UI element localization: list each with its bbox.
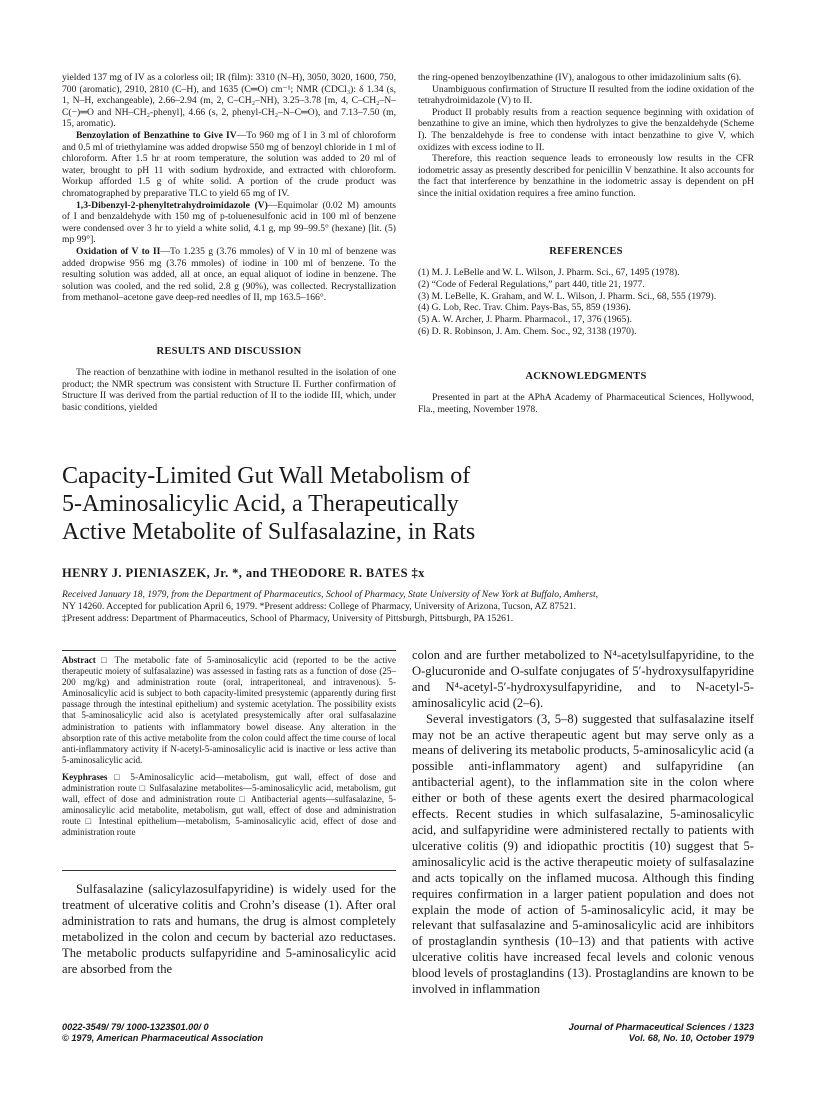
abstract-bottom-rule: [62, 870, 396, 871]
footer-left: [62, 1022, 402, 1044]
paragraph: Product II probably results from a reaction sequence beginning with oxidation of benzathine to give an imine, which then hydrolyzes to give the benzaldehyde (Scheme I). The benzaldehyde is free to condense with intact benzathine to give V, which oxidizes with excess iodine to II.: [418, 106, 754, 153]
references-heading: REFERENCES: [549, 246, 623, 257]
acknowledgments-heading: ACKNOWLEDGMENTS: [525, 371, 647, 382]
paragraph: Several investigators (3, 5–8) suggested that sulfasalazine itself may not be an active therapeutic agent but may serve only as a means of delivering its metabolic products, 5-aminosalicylic acid (a possible anti-inflammatory agent) and sulfapyridine (an antibacterial agent), to the inflammation site in the colon where either or both of these agents exert the desired pharmacological effects. Recent studies in which sulfasalazine, 5-aminosalicylic acid, and sulfapyridine were administered rectally to patients with ulcerative colitis (9) and idiopathic proctitis (10) suggest that 5-aminosalicylic acid is the active therapeutic moiety of sulfasalazine and acts topically on the inflamed mucosa. Although this finding requires confirmation in a larger patient population and does not explain the mode of action of 5-aminosalicylic acid, it may be relevant that sulfasalazine and 5-aminosalicylic acid are inhibitors of prostaglandin synthesis (10–13) and that patients with active ulcerative colitis have increased fecal levels and colonic venous blood levels of prostaglandins (13). Prostaglandins are known to be involved in inflammation: [412, 711, 754, 997]
reference-item: (5) A. W. Archer, J. Pharm. Pharmacol., 17, 376 (1965).: [418, 314, 632, 326]
paragraph-text: —Equimolar (0.02 M) amounts of I and benzaldehyde with 150 mg of p-toluenesulfonic acid in 100 ml of benzene were condensed over 3 hr to yield a white solid, 4.1 g, mp 99–99.5° (hexane) [lit. (5) mp 99°].: [62, 199, 396, 246]
received-info: [62, 589, 762, 625]
received-line: NY 14260. Accepted for publication April 6, 1979. *Present address: College of Pharmacy, University of Arizona, Tucson, AZ 87521.: [62, 601, 577, 612]
keyphrases-label: Keyphrases □: [62, 771, 124, 782]
footer-right: [414, 1022, 754, 1044]
abstract-text: The metabolic fate of 5-aminosalicylic acid (reported to be the active therapeutic moiety of sulfasalazine) was assessed in fasting rats as a function of dose (25–200 mg/kg) and administration route (oral, intraperitoneal, and intravenous). 5-Aminosalicylic acid is subject to both capacity-limited presystemic (apparently during first passage through the intestinal epithelium) and systemic acetylation. The possibility exists that 5-aminosalicylic acid also is acetylated presystemically after oral sulfasalazine administration to patients with inflammatory bowel disease. Any alteration in the absorption rate of this active metabolite from the colon could affect the time course of local anti-inflammatory activity if N-acetyl-5-aminosalicylic acid is inactive or less active than 5-aminosalicylic acid.: [62, 655, 396, 765]
acknowledgments-text: [418, 392, 754, 415]
references-list: [418, 267, 754, 338]
abstract: [62, 655, 396, 766]
abstract-box: [62, 655, 396, 845]
results-heading: RESULTS AND DISCUSSION: [156, 346, 302, 357]
keyphrases: [62, 772, 396, 839]
paragraph: Sulfasalazine (salicylazosulfapyridine) is widely used for the treatment of ulcerative colitis and Crohn’s disease (1). After oral administration to rats and humans, the drug is almost completely metabolized in the colon and cecum by bacterial azo reductases. The metabolic products sulfapyridine and 5-aminosalicylic acid are absorbed from the: [62, 882, 396, 976]
received-line: Received January 18, 1979, from the Department of Pharmaceutics, School of Pharmacy, State University of New York at Buffalo, Amherst,: [62, 589, 599, 600]
reference-item: (2) “Code of Federal Regulations,” part 440, title 21, 1977.: [418, 278, 645, 290]
paragraph: the ring-opened benzoylbenzathine (IV), analogous to other imidazolinium salts (6).: [418, 72, 742, 83]
section-run-in-heading: Oxidation of V to II: [76, 245, 161, 257]
paragraph: The reaction of benzathine with iodine in methanol resulted in the isolation of one product; the NMR spectrum was consistent with Structure II. Further confirmation of Structure II was derived from the partial reduction of II to the iodide III, which, under basic conditions, yielded: [62, 367, 396, 413]
paragraph: [62, 200, 396, 246]
section-run-in-heading: Benzoylation of Benzathine to Give IV: [76, 129, 237, 141]
authors: HENRY J. PIENIASZEK, Jr. *, and THEODORE R. BATES ‡x: [62, 566, 425, 580]
paragraph: [62, 246, 396, 304]
keyphrases-text: 5-Aminosalicylic acid—metabolism, gut wall, effect of dose and administration route □ Sulfasalazine metabolites—5-aminosalicylic acid, metabolism, gut wall, effect of dose and administration route □ Antibacterial agents—sulfasalazine, 5-aminosalicylic acid metabolite, metabolism, gut wall, effect of dose and administration route □ Intestinal epithelium—metabolism, 5-aminosalicylic acid, effect of dose and administration route: [62, 771, 396, 838]
top-left-column: [62, 72, 396, 304]
body-right-column: [412, 648, 754, 998]
footer-copyright: © 1979, American Pharmaceutical Association: [62, 1033, 264, 1043]
paragraph-text: —To 1.235 g (3.76 mmoles) of V in 10 ml of benzene was added dropwise 956 mg (3.76 mmoles) of iodine in 100 ml of benzene. To the resulting solution was added, all at once, an equal aliquot of iodine in benzene. The solution was cooled, and the red solid, 2.8 g (90%), was collected. Recrystallization from methanol–acetone gave deep-red needles of II, mp 163.5–166°.: [62, 245, 396, 304]
title-line: 5-Aminosalicylic Acid, a Therapeutically: [62, 491, 459, 517]
abstract-top-rule: [62, 650, 396, 651]
reference-item: (3) M. LeBelle, K. Graham, and W. L. Wilson, J. Pharm. Sci., 68, 555 (1979).: [418, 290, 717, 302]
paragraph: colon and are further metabolized to N⁴-acetylsulfapyridine, to the O-glucuronide and O-sulfate conjugates of 5′-hydroxysulfapyridine and N⁴-acetyl-5′-hydroxysulfapyridine, and to N-acetyl-5-aminosalicylic acid (2–6).: [412, 648, 754, 710]
footer-code: 0022-3549/ 79/ 1000-1323$01.00/ 0: [62, 1022, 209, 1032]
paragraph-text: —To 960 mg of I in 3 ml of chloroform and 0.5 ml of triethylamine was added dropwise 550 mg of benzoyl chloride in 1 ml of chloroform. After 1.5 hr at room temperature, the solution was added to 20 ml of water, brought to pH 11 with sodium hydroxide, and extracted with chloroform. Workup afforded 1.5 g of white solid. A portion of the crude product was chromatographed by preparative TLC to yield 65 mg of IV.: [62, 129, 396, 199]
journal-issue: Vol. 68, No. 10, October 1979: [628, 1033, 754, 1043]
body-left-column: [62, 882, 396, 977]
reference-item: (4) G. Lob, Rec. Trav. Chim. Pays-Bas, 55, 859 (1936).: [418, 302, 631, 314]
paragraph: yielded 137 mg of IV as a colorless oil; IR (film): 3310 (N–H), 3050, 3020, 1600, 750, 700 (aromatic), 2910, 2810 (C–H), and 1635 (C═O) cm⁻¹; NMR (CDCl₃): δ 1.34 (s, 1, N–H, exchangeable), 2.66–2.94 (m, 2, C–CH₂–NH), 3.25–3.78 [m, 4, C–CH₂–N–C(−)═O and NH–CH₂-phenyl], 4.66 (s, 2, phenyl-CH₂–N–C═O), and 7.13–7.50 (m, 15, aromatic).: [62, 72, 396, 130]
journal-name: Journal of Pharmaceutical Sciences / 1323: [568, 1022, 754, 1032]
abstract-label: Abstract □: [62, 655, 110, 665]
section-run-in-heading: 1,3-Dibenzyl-2-phenyltetrahydroimidazole (V): [76, 199, 268, 211]
paragraph: [62, 130, 396, 200]
top-right-column: [418, 72, 754, 200]
paragraph: Unambiguous confirmation of Structure II resulted from the iodine oxidation of the tetrahydroimidazole (V) to II.: [418, 83, 754, 107]
reference-item: (6) D. R. Robinson, J. Am. Chem. Soc., 92, 3138 (1970).: [418, 325, 637, 337]
paragraph: Presented in part at the APhA Academy of Pharmaceutical Sciences, Hollywood, Fla., meeting, November 1978.: [418, 392, 754, 415]
received-line: ‡Present address: Department of Pharmaceutics, School of Pharmacy, University of Pittsburgh, Pittsburgh, PA 15261.: [62, 613, 514, 624]
paragraph: Therefore, this reaction sequence leads to erroneously low results in the CFR iodometric assay as presently described for penicillin V benzathine. It also accounts for the fact that interference by benzathine in the iodometric assay is dependent on pH since the initial oxidation requires a free amino function.: [418, 153, 754, 199]
title-line: Capacity-Limited Gut Wall Metabolism of: [62, 463, 471, 489]
title-line: Active Metabolite of Sulfasalazine, in Rats: [62, 519, 476, 545]
article-title: [62, 462, 742, 546]
reference-item: (1) M. J. LeBelle and W. L. Wilson, J. Pharm. Sci., 67, 1495 (1978).: [418, 267, 680, 278]
top-left-column-results: [62, 367, 396, 413]
